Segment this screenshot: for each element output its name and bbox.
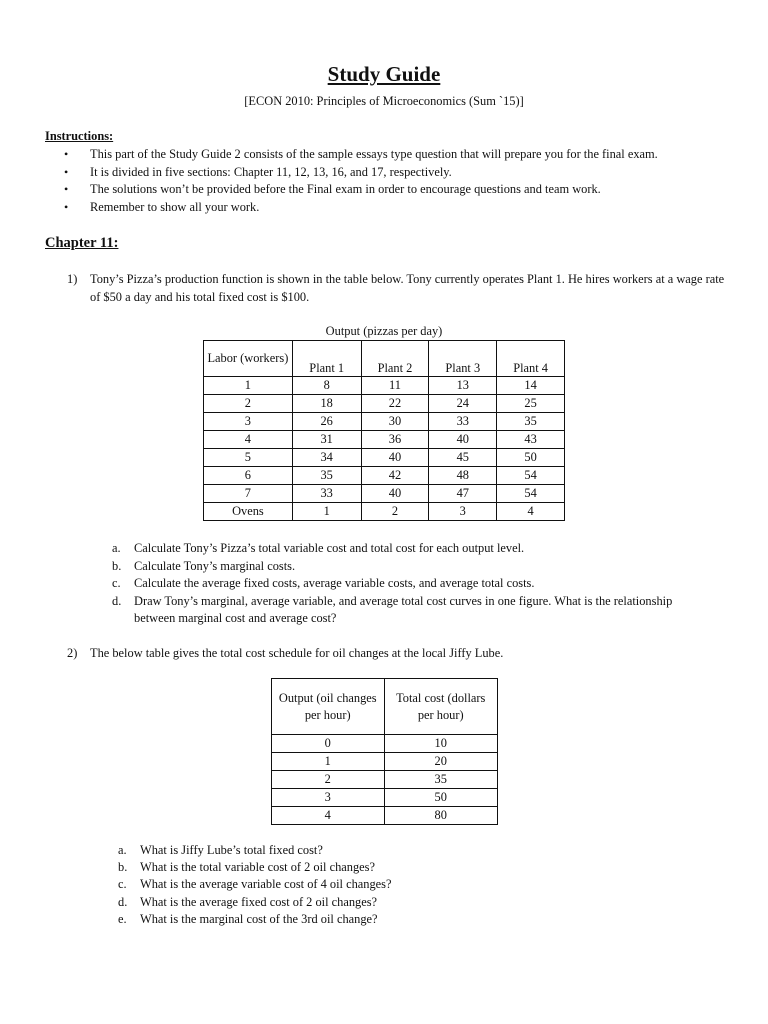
table-cell: 40 — [361, 485, 429, 503]
table-cell: 13 — [429, 377, 497, 395]
table-cell: 25 — [497, 395, 565, 413]
document-title: Study Guide — [327, 62, 441, 86]
table-cell: 34 — [292, 449, 361, 467]
subquestion-text: Draw Tony’s marginal, average variable, and average total cost curves in one figure. What is the relationship between marginal cost and average cost? — [134, 593, 673, 625]
subquestion-letter: d. — [118, 894, 128, 909]
subquestion — [118, 894, 678, 911]
table-cell: 2 — [272, 771, 385, 789]
subquestion-text: Calculate the average fixed costs, average variable costs, and average total costs. — [134, 576, 535, 590]
question-text: The below table gives the total cost schedule for oil changes at the local Jiffy Lube. — [90, 646, 504, 660]
table-cell: 5 — [204, 449, 293, 467]
subquestion — [112, 558, 692, 576]
table-cell: 33 — [292, 485, 361, 503]
table-header-cell: Plant 2 — [361, 341, 429, 377]
table-cell: 26 — [292, 413, 361, 431]
table-caption: Output (pizzas per day) — [325, 324, 443, 338]
table-cell: 20 — [384, 753, 498, 771]
table-header-cell: Plant 1 — [292, 341, 361, 377]
table-cell: 33 — [429, 413, 497, 431]
course-subtitle: [ECON 2010: Principles of Microeconomics (Sum `15)] — [244, 94, 524, 108]
subquestion-letter: b. — [112, 558, 122, 573]
table-cell: 11 — [361, 377, 429, 395]
chapter-heading: Chapter 11: — [45, 235, 119, 251]
subquestion-letter: c. — [118, 877, 127, 892]
table-cell: 50 — [384, 789, 498, 807]
subquestion-text: What is the average variable cost of 4 oil changes? — [140, 877, 392, 892]
table-cell: 30 — [361, 413, 429, 431]
table-cell: 4 — [272, 807, 385, 825]
subquestion-letter: e. — [118, 911, 127, 926]
question-2-subquestions — [118, 842, 678, 928]
table-cell: 1 — [292, 503, 361, 521]
table-header-cell: Plant 3 — [429, 341, 497, 377]
subquestion — [118, 859, 678, 876]
instructions-list — [64, 146, 658, 216]
table-cell: 54 — [497, 485, 565, 503]
table-cell: 14 — [497, 377, 565, 395]
table-row — [272, 789, 498, 807]
table-cell: 40 — [429, 431, 497, 449]
subquestion-text: What is the total variable cost of 2 oil changes? — [140, 860, 375, 875]
table-row — [272, 753, 498, 771]
table-cell: 22 — [361, 395, 429, 413]
table-cell: 35 — [384, 771, 498, 789]
table-cell: 4 — [204, 431, 293, 449]
table-cell: 18 — [292, 395, 361, 413]
question-text: Tony’s Pizza’s production function is shown in the table below. Tony currently operates Plant 1. He hires workers at a wage rate of $50 a day and his total fixed cost is $100. — [90, 272, 725, 304]
table-header-cell: Plant 4 — [497, 341, 565, 377]
table-row — [204, 485, 565, 503]
table-row — [204, 449, 565, 467]
table-cell: 7 — [204, 485, 293, 503]
question-number: 1) — [67, 272, 78, 286]
table-cell: 2 — [361, 503, 429, 521]
table-cell: 3 — [204, 413, 293, 431]
subquestion-text: What is the marginal cost of the 3rd oil change? — [140, 911, 378, 926]
table-cell: 10 — [384, 735, 498, 753]
instruction-item: • The solutions won’t be provided before the Final exam in order to encourage questions and team work. — [64, 181, 658, 199]
production-table — [203, 340, 565, 521]
table-row — [272, 735, 498, 753]
table-cell: 3 — [272, 789, 385, 807]
table-row — [204, 503, 565, 521]
subquestion-text: Calculate Tony’s marginal costs. — [134, 558, 296, 573]
table-cell: 1 — [272, 753, 385, 771]
table-cell: 24 — [429, 395, 497, 413]
table-cell: 40 — [361, 449, 429, 467]
question-2 — [67, 645, 727, 663]
table-header-cell: Labor (workers) — [204, 341, 293, 377]
subquestion-letter: d. — [112, 593, 122, 608]
subquestion — [118, 911, 678, 928]
table-cell: 31 — [292, 431, 361, 449]
table-cell: 47 — [429, 485, 497, 503]
subquestion-letter: b. — [118, 860, 128, 875]
table-cell: 43 — [497, 431, 565, 449]
table-row — [204, 377, 565, 395]
subquestion — [112, 540, 692, 558]
question-1 — [67, 271, 727, 306]
table-cell: 54 — [497, 467, 565, 485]
subquestion — [112, 575, 692, 593]
question-number: 2) — [67, 646, 78, 660]
table-header-row — [204, 341, 565, 377]
table-header-cell: Total cost (dollars per hour) — [384, 679, 498, 735]
subquestion-letter: a. — [112, 541, 121, 555]
subquestion — [118, 842, 678, 859]
table-header-cell: Output (oil changes per hour) — [272, 679, 385, 735]
subquestion-letter: a. — [118, 843, 127, 857]
subquestion-letter: c. — [112, 576, 121, 590]
table-cell: 36 — [361, 431, 429, 449]
table-cell: 35 — [292, 467, 361, 485]
table-cell: 8 — [292, 377, 361, 395]
table-row — [204, 467, 565, 485]
table-cell: 6 — [204, 467, 293, 485]
instruction-item: • It is divided in five sections: Chapter 11, 12, 13, 16, and 17, respectively. — [64, 164, 658, 182]
table-row — [272, 771, 498, 789]
table-cell: 35 — [497, 413, 565, 431]
subquestion — [118, 876, 678, 893]
instruction-item: • Remember to show all your work. — [64, 199, 658, 217]
table-cell: 2 — [204, 395, 293, 413]
table-row — [272, 807, 498, 825]
instruction-item: • This part of the Study Guide 2 consists of the sample essays type question that will prepare you for the final exam. — [64, 146, 658, 164]
table-cell: 45 — [429, 449, 497, 467]
table-row — [204, 431, 565, 449]
table-cell: 42 — [361, 467, 429, 485]
table-cell: Ovens — [204, 503, 293, 521]
table-cell: 50 — [497, 449, 565, 467]
table-row — [204, 413, 565, 431]
table-cell: 1 — [204, 377, 293, 395]
cost-table — [271, 678, 498, 825]
instructions-heading: Instructions: — [45, 129, 114, 143]
table-cell: 0 — [272, 735, 385, 753]
subquestion — [112, 593, 692, 628]
subquestion-text: Calculate Tony’s Pizza’s total variable cost and total cost for each output level. — [134, 541, 525, 555]
table-row — [204, 395, 565, 413]
question-1-subquestions — [112, 540, 692, 628]
subquestion-text: What is Jiffy Lube’s total fixed cost? — [140, 843, 323, 857]
table-cell: 80 — [384, 807, 498, 825]
subquestion-text: What is the average fixed cost of 2 oil changes? — [140, 894, 378, 909]
table-cell: 4 — [497, 503, 565, 521]
table-cell: 3 — [429, 503, 497, 521]
table-cell: 48 — [429, 467, 497, 485]
table-header-row — [272, 679, 498, 735]
